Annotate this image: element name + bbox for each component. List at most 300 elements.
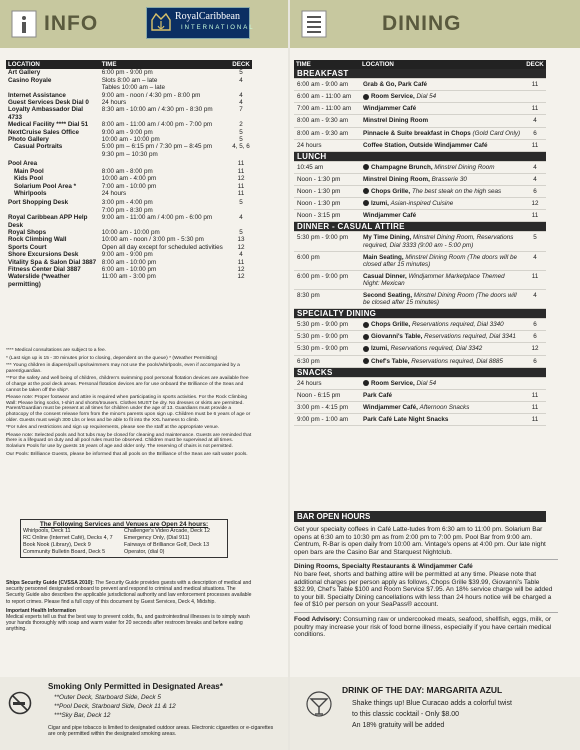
location-cell <box>360 401 524 413</box>
reservation-icon <box>363 164 369 170</box>
note-paragraph: Our Pools: Brilliance Guests, please be informed that all pools on the Brilliance of the Seas are salt water pools. <box>6 451 248 457</box>
section-title: BREAKFAST <box>294 69 546 79</box>
table-row <box>6 190 252 197</box>
table-row <box>6 197 252 214</box>
service-item: Operator, (dial 0) <box>124 549 165 555</box>
location-note: Reservations required, Dial 3341 <box>424 333 516 341</box>
deck-cell: 11 <box>237 189 245 197</box>
service-item: Challenger's Video Arcade, Deck 12 <box>124 528 211 534</box>
time-cell: 5:30 pm - 9:00 pm <box>294 331 360 343</box>
time-cell: 6:00 pm - 9:00 pm <box>294 270 360 289</box>
table-row <box>6 251 252 258</box>
location-cell <box>360 319 524 331</box>
deck-cell: 5 <box>524 232 546 251</box>
table-row <box>6 229 252 236</box>
location-note: Asian-inspired Cuisine <box>390 200 454 208</box>
table-row <box>6 77 252 92</box>
venue-cell: Casino Royale <box>8 76 52 84</box>
deck-cell: 4 <box>524 161 546 173</box>
location-note: Reservations required, Dial 3342 <box>390 345 483 353</box>
deck-cell: 6 <box>524 127 546 139</box>
info-header <box>0 0 288 48</box>
section-heading-row <box>294 309 546 319</box>
location-name: Izumi, <box>371 200 389 208</box>
dining-page <box>290 0 580 750</box>
deck-cell: 12 <box>237 175 245 183</box>
time-cell: 7:00 am - 11:00 am <box>294 103 360 115</box>
deck-cell: 11 <box>524 270 546 289</box>
deck-cell: 12 <box>237 273 245 281</box>
location-name: Chops Grille, <box>371 188 411 196</box>
table-row <box>294 127 546 139</box>
deck-cell: 13 <box>237 236 245 244</box>
reservation-icon <box>363 322 369 328</box>
time-cell: 8:00 am - 11:00 am / 4:00 pm - 7:00 pm <box>101 121 213 129</box>
location-cell <box>360 289 524 308</box>
location-name: Room Service, <box>371 379 415 387</box>
location-note: Reservations required, Dial 3340 <box>411 321 504 329</box>
venue-cell: Sports Court <box>8 243 47 251</box>
menu-list-icon <box>300 9 328 39</box>
crown-anchor-icon <box>149 10 173 36</box>
location-cell <box>360 270 524 289</box>
table-row <box>294 103 546 115</box>
time-cell: 5:30 pm - 9:00 pm <box>294 343 360 355</box>
drink-line: to this classic cocktail - Only $8.00 <box>352 711 459 718</box>
deck-cell: 4 <box>524 251 546 270</box>
note-paragraph: Please note: Proper footwear and attire is required when participating in sports activities. For the Rock Climbing Wall: Please bring socks, t-shirt and shorts/trousers. Clothes MUST be dry. No dresses or skirts are permitted. Parent/Guardian must be present at all times for children under the age of 13. Guardians must provide a photocopy of the consent release form from the minor's parents upon sign up. Children must be 6 years of age or older. Guests must weigh 300 Lbs or less and be able to fit into the XXL harness to climb. <box>6 395 251 423</box>
note-paragraph: **** Medical consultations are subject to a fee. <box>6 348 107 353</box>
table-row <box>6 158 252 167</box>
time-cell: 10:00 am - 4:00 pm <box>101 175 157 183</box>
venue-cell: Port Shopping Desk <box>8 199 69 207</box>
location-note: Dial 54 <box>416 379 437 387</box>
table-row <box>294 389 546 401</box>
location-note: The best steak on the high seas <box>411 188 502 196</box>
deck-cell: 4 <box>524 289 546 308</box>
venue-cell: Casual Portraits <box>14 143 63 151</box>
venue-cell: Loyalty Ambassador Dial 4733 <box>8 106 84 121</box>
time-cell: 24 hours <box>294 139 360 151</box>
note-paragraph: * (Last sign up is 15 - 30 minutes prior to closing, dependent on the queue) * (Weather Permitting) <box>6 355 218 361</box>
no-smoking-icon <box>8 691 32 715</box>
table-row <box>294 186 546 198</box>
venue-cell: Main Pool <box>14 167 44 175</box>
table-row <box>6 259 252 266</box>
time-cell: 9:00 am - 9:00 pm <box>101 251 153 259</box>
section-title: SNACKS <box>294 367 546 377</box>
table-row <box>6 136 252 143</box>
venue-cell: Art Gallery <box>8 69 41 77</box>
logo-sub: INTERNATIONAL <box>181 25 255 31</box>
table-row <box>6 92 252 99</box>
venue-cell: Guest Services Desk Dial 0 <box>8 99 89 107</box>
table-row <box>294 319 546 331</box>
deck-cell: 12 <box>237 265 245 273</box>
location-name: Windjammer Café, <box>363 403 418 411</box>
table-row <box>294 91 546 103</box>
note-paragraph: *For rules and restrictions and sign up requirements, please see the staff at the appropriate venue. <box>6 425 220 431</box>
info-title: INFO <box>44 12 99 35</box>
location-note: Windjammer Marketplace Themed Night: Mexican <box>363 272 505 287</box>
time-cell: 6:30 pm <box>294 355 360 367</box>
deck-cell: 11 <box>524 139 546 151</box>
table-row <box>294 139 546 151</box>
venue-cell: Fitness Center Dial 3887 <box>8 265 81 273</box>
table-row <box>294 355 546 367</box>
smoking-area-line: ***Sky Bar, Deck 12 <box>54 712 111 719</box>
dining-header <box>290 0 580 48</box>
location-name: Minstrel Dining Room, <box>363 175 430 183</box>
location-cell <box>360 161 524 173</box>
table-row <box>6 236 252 243</box>
time-cell: 10:00 am - 10:00 pm <box>101 228 160 236</box>
location-name: Park Café <box>363 391 393 399</box>
deck-cell: 4, 5, 6 <box>232 143 250 151</box>
location-cell <box>360 210 524 222</box>
deck-cell: 2 <box>239 121 243 129</box>
location-name: Park Café Late Night Snacks <box>363 416 449 423</box>
deck-cell: 4 <box>524 115 546 127</box>
time-cell: Noon - 1:30 pm <box>294 198 360 210</box>
table-row <box>294 251 546 270</box>
location-cell <box>360 343 524 355</box>
time-cell: 8:00 am - 9:30 am <box>294 115 360 127</box>
table-row <box>6 273 252 288</box>
service-item: Book Nook (Library), Deck 9 <box>23 542 91 548</box>
reservation-icon <box>363 334 369 340</box>
deck-cell: 6 <box>524 355 546 367</box>
security-heading: Ships Security Guide (CVSSA 2010): <box>6 580 94 586</box>
time-cell: 6:00 pm - 9:00 pm <box>101 69 153 77</box>
table-row <box>294 115 546 127</box>
deck-cell: 11 <box>237 182 245 190</box>
table-row <box>6 168 252 175</box>
bar-hours-body: Get your specialty coffees in Café Latte-tudes from 6:30 am to 11:00 pm. Solarium Bar opens at 6:30 am to 10:30 pm as from 2:00 pm to 7:00 pm. Pool Bar from 9:00 am. Centrum, R-Bar is open daily from 10:00 am. Vintage's opens at 4:00 pm. Our late night open bars are the Casino Bar and Starquest Nightclub. <box>294 526 558 560</box>
location-name: Champagne Brunch, <box>371 163 433 171</box>
health-heading: Important Health Information <box>6 607 76 614</box>
dining-title: DINING <box>382 12 462 35</box>
venue-cell: Waterslide (*weather permitting) <box>8 273 70 288</box>
deck-cell: 11 <box>524 79 546 91</box>
reservation-icon <box>363 94 369 100</box>
deck-cell: 11 <box>524 210 546 222</box>
location-cell <box>360 232 524 251</box>
security-text: The Security Guide provides guests with a description of medical and security personnel designated onboard to prevent and respond to criminal and medical situations. The Security Guide also describes the applicable jurisdictional authority and law enforcement processes available to report crimes. Please find a full copy of this document by Guest Services, Deck 4, Midship. <box>6 580 252 605</box>
deck-cell: 11 <box>237 258 245 266</box>
venue-cell: Pool Area <box>8 160 38 168</box>
location-cell <box>360 186 524 198</box>
time-cell: Noon - 6:15 pm <box>294 389 360 401</box>
time-cell: 9:00 am - noon / 4:30 pm - 8:00 pm <box>101 91 201 99</box>
venue-cell: Whirlpools <box>14 189 47 197</box>
smoking-footer: Cigar and pipe tobacco is limited to designated outdoor areas. Electronic cigarettes or e-cigarettes are only permitted within the designated smoking areas. <box>48 725 274 738</box>
time-cell: 7:00 am - 10:00 pm <box>101 182 157 190</box>
deck-cell <box>524 377 546 389</box>
col-deck: DECK <box>524 60 546 69</box>
service-item: Whirlpools, Deck 11 <box>23 528 71 534</box>
time-cell: Slots 8:00 am – late Tables 10:00 am – late <box>101 76 166 92</box>
table-row <box>294 79 546 91</box>
location-cell <box>360 198 524 210</box>
time-cell: 6:00 am - 10:00 pm <box>101 265 157 273</box>
location-note: Afternoon Snacks <box>419 403 470 411</box>
location-cell <box>360 251 524 270</box>
deck-cell: 5 <box>239 228 243 236</box>
open-24-hours-title: The Following Services and Venues are Open 24 hours: <box>39 521 209 528</box>
venue-cell: Rock Climbing Wall <box>8 236 67 244</box>
venue-cell: Kids Pool <box>14 175 44 183</box>
deck-cell: 11 <box>237 160 245 168</box>
time-cell: 5:00 pm – 6:15 pm / 7:30 pm – 8:45 pm 9:30 pm – 10:30 pm <box>101 143 212 158</box>
time-cell: 3:00 pm - 4:00 pm 7:00 pm - 8:30 pm <box>101 199 153 214</box>
table-row <box>294 161 546 173</box>
location-note: Minstrel Dining Room, Reservations required, Dial 3333 (9:00 am - 5:00 pm) <box>363 234 514 249</box>
location-cell <box>360 355 524 367</box>
time-cell: 11:00 am - 3:00 pm <box>101 273 156 281</box>
location-cell <box>360 79 524 91</box>
deck-cell: 4 <box>524 173 546 185</box>
bar-hours-text <box>294 526 558 645</box>
health-text: Medical experts tell us that the best way to prevent colds, flu, and gastrointestinal illnesses is to simply wash your hands thoroughly with soap and warm water for 20 seconds after restroom breaks and before eating anything. <box>6 614 250 633</box>
deck-cell: 4 <box>239 214 243 222</box>
table-row <box>294 173 546 185</box>
deck-cell: 12 <box>237 243 245 251</box>
deck-cell: 5 <box>239 69 243 77</box>
time-cell: 9:00 am - 9:00 pm <box>101 128 153 136</box>
service-item: Fairways of Brilliance Golf, Deck 13 <box>124 542 210 548</box>
table-row <box>6 129 252 136</box>
location-note: Dial 54 <box>416 93 437 101</box>
location-cell <box>360 389 524 401</box>
venue-cell: Vitality Spa & Salon Dial 3887 <box>8 258 97 266</box>
time-cell: 24 hours <box>101 189 127 197</box>
location-cell <box>360 115 524 127</box>
section-title: DINNER - CASUAL ATTIRE <box>294 222 546 232</box>
time-cell: 5:30 pm - 9:00 pm <box>294 232 360 251</box>
venue-cell: Shore Excursions Desk <box>8 251 79 259</box>
col-time: TIME <box>100 60 230 69</box>
smoking-area-line: **Outer Deck, Starboard Side, Deck 5 <box>54 694 161 701</box>
drink-line: Shake things up! Blue Curacao adds a colorful twist <box>352 700 512 707</box>
table-row <box>6 143 252 158</box>
location-note: (Gold Card Only) <box>472 129 521 137</box>
table-row <box>294 343 546 355</box>
venue-cell: Royal Caribbean APP Help Desk <box>8 214 88 229</box>
location-name: Windjammer Café <box>363 105 417 113</box>
location-name: Giovanni's Table, <box>371 333 423 341</box>
smoking-panel <box>0 677 288 750</box>
location-name: Windjammer Café <box>363 212 417 220</box>
time-cell: 8:30 am - 10:00 am / 4:30 pm - 8:30 pm <box>101 106 213 114</box>
info-table <box>6 60 252 288</box>
deck-cell: 5 <box>239 199 243 207</box>
location-note: Brasserie 30 <box>431 175 467 183</box>
table-row <box>294 377 546 389</box>
col-deck: DECK <box>230 60 252 69</box>
venue-cell: Internet Assistance <box>8 91 66 99</box>
dining-table <box>294 60 546 426</box>
location-cell <box>360 127 524 139</box>
table-row <box>294 232 546 251</box>
time-cell: Noon - 3:15 pm <box>294 210 360 222</box>
reservation-icon <box>363 380 369 386</box>
cocktail-glass-icon <box>306 691 332 723</box>
section-title: LUNCH <box>294 151 546 161</box>
time-cell: 8:00 am - 10:00 pm <box>101 258 157 266</box>
dining-table-header <box>294 60 546 69</box>
food-advisory-text: Consuming raw or undercooked meats, seafood, shellfish, eggs, milk, or poultry may increase your risk of food borne illness, especially if you have certain medical conditions. <box>294 615 552 639</box>
section-title: SPECIALTY DINING <box>294 309 546 319</box>
location-cell <box>360 377 524 389</box>
location-cell <box>360 139 524 151</box>
table-row <box>294 414 546 426</box>
drink-of-day-panel <box>290 677 580 750</box>
drink-line: An 18% gratuity will be added <box>352 722 445 729</box>
location-name: Grab & Go, Park Café <box>363 81 428 89</box>
table-row <box>6 106 252 121</box>
deck-cell: 11 <box>524 401 546 413</box>
time-cell: 6:00 am - 11:00 am <box>294 91 360 103</box>
section-heading-row <box>294 367 546 377</box>
table-row <box>6 99 252 106</box>
reservation-icon <box>363 200 369 206</box>
table-row <box>6 69 252 76</box>
location-name: Chef's Table, <box>371 357 410 365</box>
deck-cell: 4 <box>239 99 243 107</box>
location-name: Pinnacle & Suite breakfast in Chops <box>363 129 471 137</box>
time-cell: 3:00 pm - 4:15 pm <box>294 401 360 413</box>
location-note: Minstrel Dining Room (The doors will be closed after 15 minutes) <box>363 291 517 307</box>
col-location: LOCATION <box>360 60 524 69</box>
col-time: TIME <box>294 60 360 69</box>
dress-code-heading: Dining Rooms, Specialty Restaurants & Windjammer Café <box>294 563 473 571</box>
security-health-notes <box>6 580 252 636</box>
table-row <box>6 266 252 273</box>
table-row <box>6 244 252 251</box>
service-item: Emergency Only, (Dial 911) <box>124 535 190 541</box>
deck-cell: 11 <box>237 167 245 175</box>
time-cell: 24 hours <box>101 99 127 107</box>
time-cell: 6:00 pm <box>294 251 360 270</box>
location-cell <box>360 331 524 343</box>
time-cell: 10:00 am - 10:00 pm <box>101 136 160 144</box>
venue-cell: Royal Shops <box>8 228 47 236</box>
location-note: Reservations required, Dial 8885 <box>411 357 503 365</box>
logo-name: RoyalCaribbean <box>175 11 240 22</box>
time-cell: Open all day except for scheduled activities <box>101 243 223 251</box>
info-notes <box>6 348 252 459</box>
deck-cell: 11 <box>524 414 546 426</box>
location-cell <box>360 414 524 426</box>
reservation-icon <box>363 188 369 194</box>
col-location: LOCATION <box>6 60 100 69</box>
location-name: Izumi, <box>371 345 389 353</box>
section-heading-row <box>294 222 546 232</box>
table-row <box>294 289 546 308</box>
open-24-hours-box <box>20 519 228 558</box>
deck-cell: 12 <box>524 198 546 210</box>
info-page <box>0 0 288 750</box>
table-row <box>294 401 546 413</box>
section-heading-row <box>294 69 546 79</box>
time-cell: 5:30 pm - 9:00 pm <box>294 319 360 331</box>
info-icon <box>10 9 38 39</box>
location-name: Room Service, <box>371 93 415 101</box>
info-table-header <box>6 60 252 69</box>
bar-hours-heading: BAR OPEN HOURS <box>294 511 546 522</box>
deck-cell: 4 <box>239 76 243 84</box>
deck-cell <box>524 91 546 103</box>
time-cell: 10:45 am <box>294 161 360 173</box>
location-cell <box>360 103 524 115</box>
note-paragraph: **For the safety and well being of children, children's swimming pool personal flotation devices are available free of charge at the pool deck areas. Personal flotation devices are for use onboard the Brilliance of the Seas and cannot be taken off the ship*. <box>6 376 249 393</box>
reservation-icon <box>363 346 369 352</box>
time-cell <box>100 158 230 167</box>
deck-cell: 12 <box>524 343 546 355</box>
note-paragraph: *** Young children in diapers/pull ups/swimmers may not use the pools/whirlpools, even if accompanied by a parent/guardian. <box>6 363 240 374</box>
deck-cell: 5 <box>239 128 243 136</box>
location-name: Main Seating, <box>363 253 404 261</box>
deck-cell: 7 <box>239 106 243 114</box>
table-row <box>294 270 546 289</box>
table-row <box>6 214 252 229</box>
location-name: Second Seating, <box>363 291 412 299</box>
time-cell: 6:00 am - 9:00 am <box>294 79 360 91</box>
deck-cell: 6 <box>524 186 546 198</box>
time-cell: Noon - 1:30 pm <box>294 186 360 198</box>
location-name: Casual Dinner, <box>363 272 407 280</box>
deck-cell: 6 <box>524 319 546 331</box>
table-row <box>6 121 252 128</box>
location-note: Minstrel Dining Room <box>434 163 495 171</box>
time-cell: 9:00 am - 11:00 am / 4:00 pm - 6:00 pm <box>101 214 213 222</box>
drink-title: DRINK OF THE DAY: MARGARITA AZUL <box>342 685 503 695</box>
service-item: Community Bulletin Board, Deck 5 <box>23 549 106 555</box>
time-cell: 8:00 am - 9:30 am <box>294 127 360 139</box>
time-cell: 8:00 am - 8:00 pm <box>101 167 153 175</box>
table-row <box>6 175 252 182</box>
dress-code-text: No bare feet, shorts and bathing attire will be permitted at any time. Please note that additional charges per person apply as follows, Chops Grille $39.99, Giovanni's Table $32.99, Chef's Table $100 and Room Service $7.95. An 18% service charge will be added to your bill. Specialty Dining cancellations with less than 24 hours notice will be charged a fee of $10 per person on your SeaPass® account. <box>294 570 553 609</box>
venue-cell: NextCruise Sales Office <box>8 128 80 136</box>
table-row <box>294 198 546 210</box>
royal-caribbean-logo <box>146 7 255 39</box>
smoking-area-line: **Pool Deck, Starboard Side, Deck 11 & 12 <box>54 703 176 710</box>
service-item: RC Online (Internet Café), Decks 4, 7 <box>23 535 113 541</box>
venue-cell: Solarium Pool Area * <box>14 182 77 190</box>
time-cell: 24 hours <box>294 377 360 389</box>
location-note: Minstrel Dining Room (The doors will be closed after 15 minutes) <box>363 253 517 268</box>
note-paragraph: Please note: Selected pools and hot tubs may be closed for cleaning and maintenance. Guests are reminded that there is a lifeguard on duty and all pool rules must be observed. Children must be supervised at all times. Solarium Pools for use by guests 16 years of age and older only. The reserving of chairs is not permitted. <box>6 432 252 449</box>
time-cell: 9:00 pm - 1:00 am <box>294 414 360 426</box>
section-heading-row <box>294 151 546 161</box>
time-cell: Noon - 1:30 pm <box>294 173 360 185</box>
food-advisory-heading: Food Advisory: <box>294 615 342 623</box>
deck-cell: 6 <box>524 331 546 343</box>
table-row <box>294 210 546 222</box>
deck-cell: 11 <box>524 389 546 401</box>
table-row <box>6 183 252 190</box>
deck-cell: 4 <box>239 251 243 259</box>
location-cell <box>360 173 524 185</box>
smoking-title: Smoking Only Permitted in Designated Areas* <box>48 682 223 691</box>
deck-cell: 5 <box>239 136 243 144</box>
reservation-icon <box>363 358 369 364</box>
location-name: Minstrel Dining Room <box>363 117 429 125</box>
deck-cell: 4 <box>239 91 243 99</box>
time-cell: 8:30 pm <box>294 289 360 308</box>
deck-cell: 11 <box>524 103 546 115</box>
